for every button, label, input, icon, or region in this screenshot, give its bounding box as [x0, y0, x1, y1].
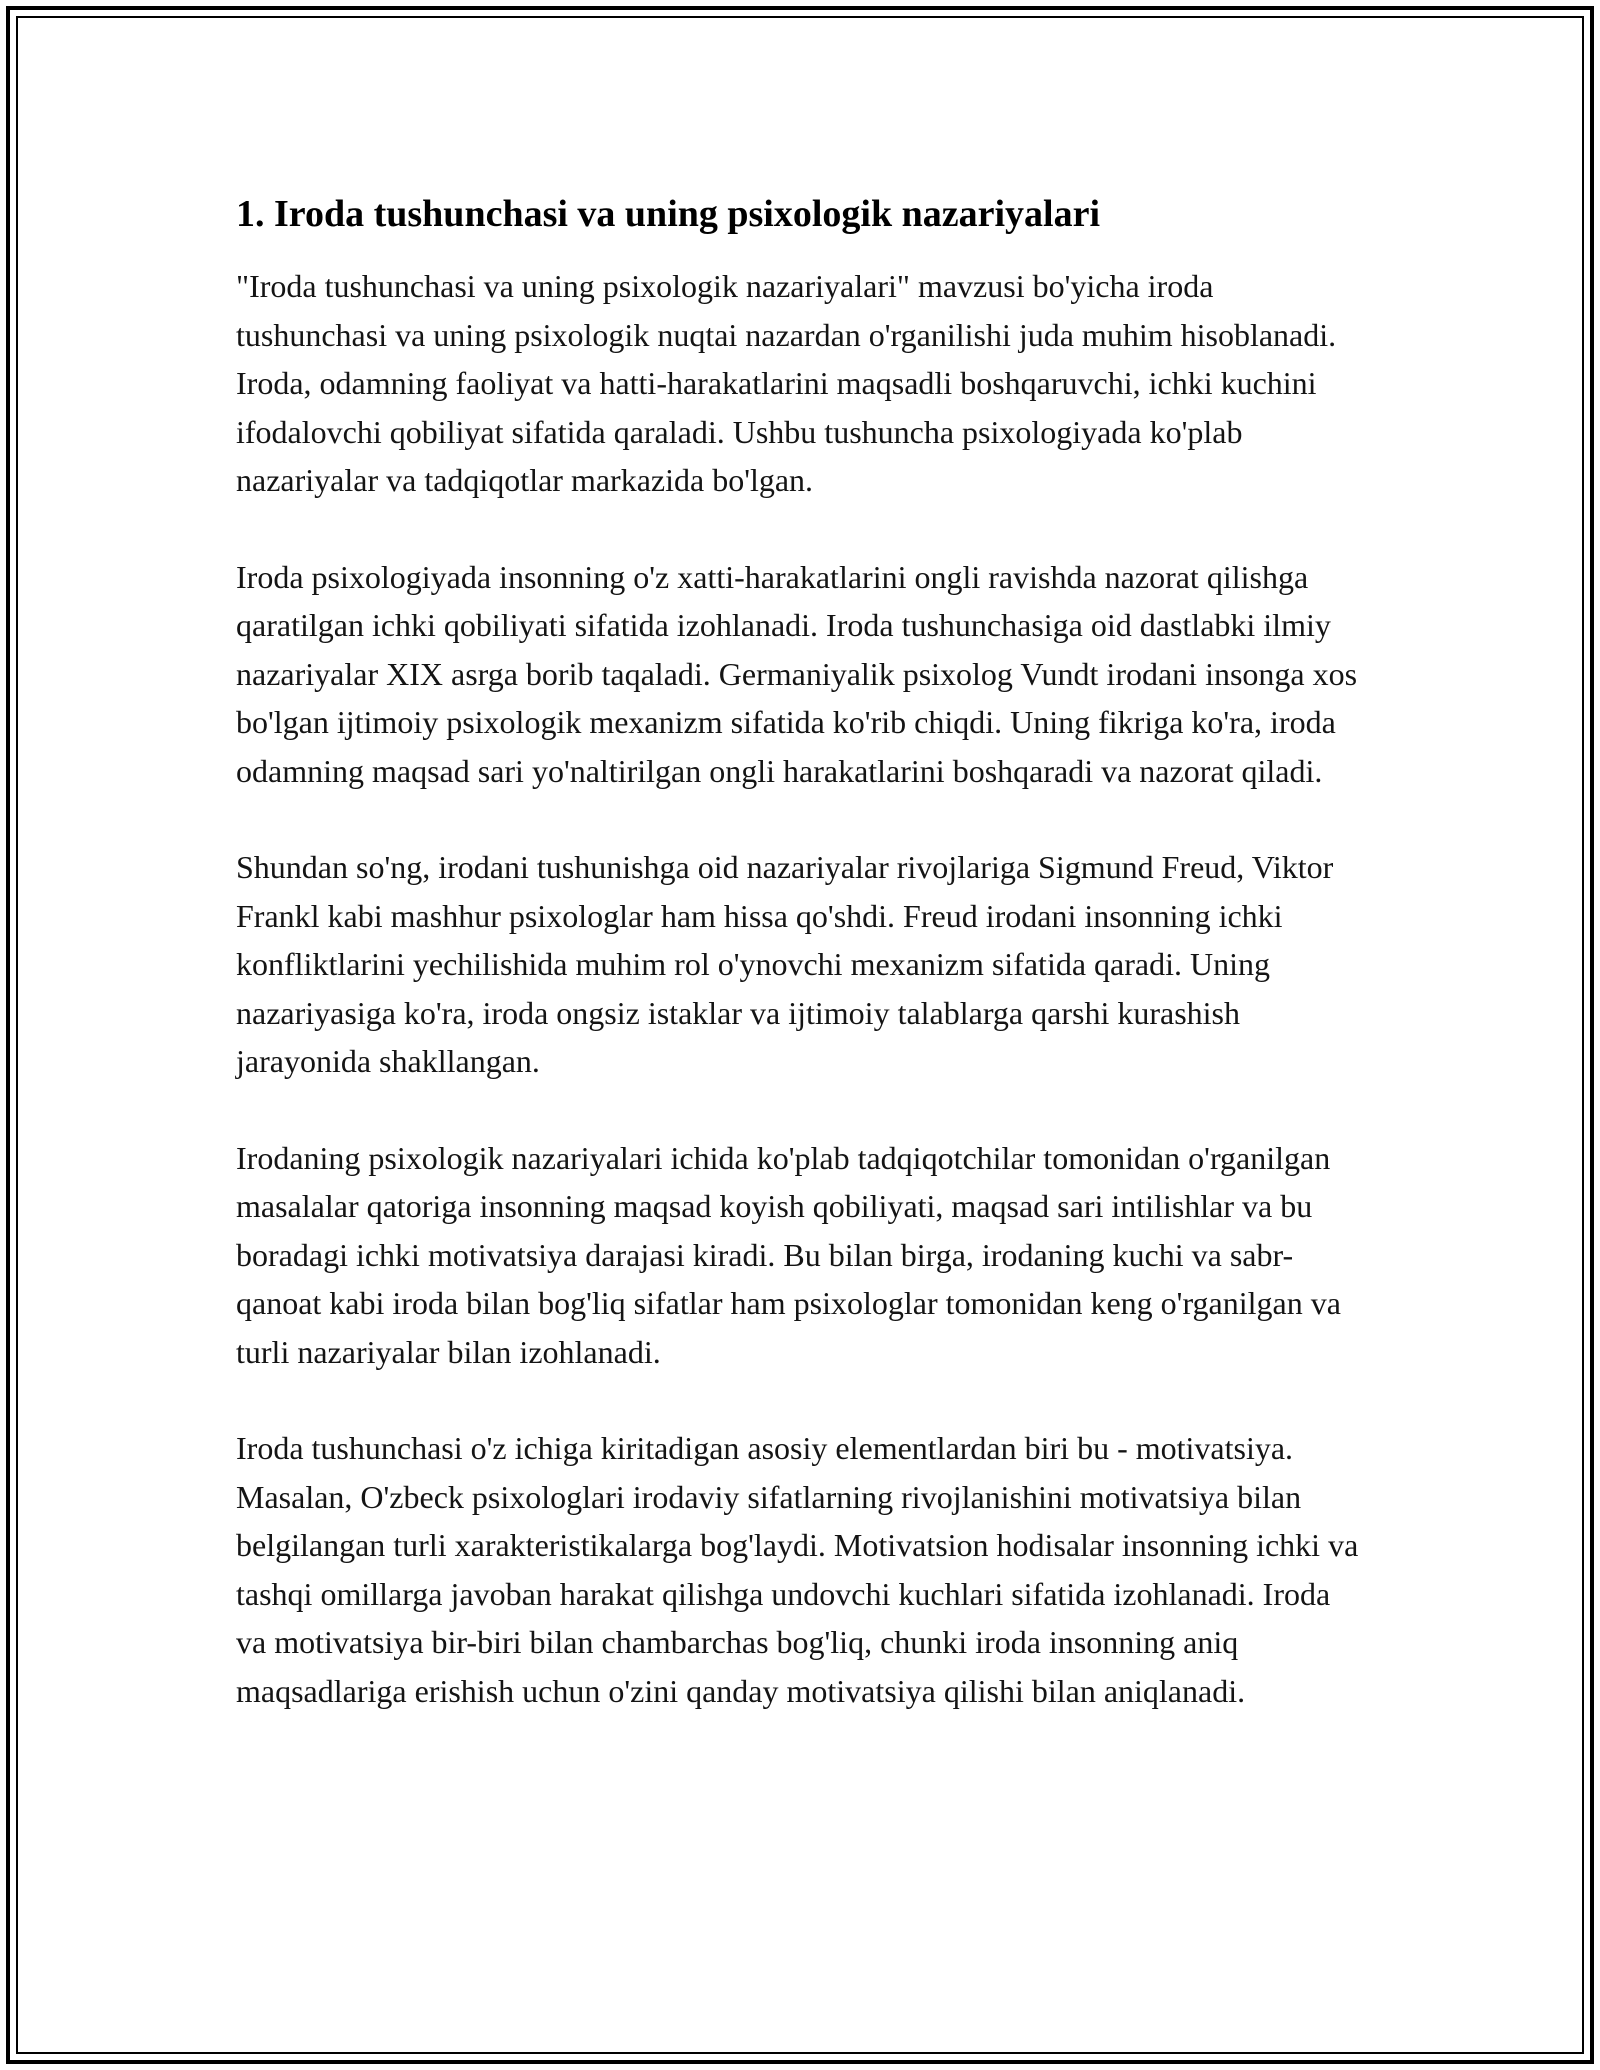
paragraph-5: Iroda tushunchasi o'z ichiga kiritadigan asosiy elementlardan biri bu - motivatsiya. Masalan, O'zbeck psixologlari irodaviy sifatlarning rivojlanishini motivatsiya bilan belgilangan turli xarakteristikalarga bog'laydi. Motivatsion hodisalar insonning ichki va tashqi omillarga javoban harakat qilishga undovchi kuchlari sifatida izohlanadi. Iroda va motivatsiya bir-biri bilan chambarchas bog'liq, chunki iroda insonning aniq maqsadlariga erishish uchun o'zini qanday motivatsiya qilishi bilan aniqlanadi. — [236, 1430, 1359, 1709]
paragraph-1: "Iroda tushunchasi va uning psixologik nazariyalari" mavzusi bo'yicha iroda tushunchasi va uning psixologik nuqtai nazardan o'rganilishi juda muhim hisoblanadi. Iroda, odamning faoliyat va hatti-harakatlarini maqsadli boshqaruvchi, ichki kuchini ifodalovchi qobiliyat sifatida qaraladi. Ushbu tushuncha psixologiyada ko'plab nazariyalar va tadqiqotlar markazida bo'lgan. — [236, 268, 1337, 498]
document-body — [236, 186, 1366, 1763]
paragraph-2: Iroda psixologiyada insonning o'z xatti-harakatlarini ongli ravishda nazorat qilishga qaratilgan ichki qobiliyati sifatida izohlanadi. Iroda tushunchasiga oid dastlabki ilmiy nazariyalar XIX asrga borib taqaladi. Germaniyalik psixolog Vundt irodani insonga xos bo'lgan ijtimoiy psixologik mexanizm sifatida ko'rib chiqdi. Uning fikriga ko'ra, iroda odamning maqsad sari yo'naltirilgan ongli harakatlarini boshqaradi va nazorat qiladi. — [236, 558, 1358, 789]
paragraph-4: Irodaning psixologik nazariyalari ichida ko'plab tadqiqotchilar tomonidan o'rganilgan masalalar qatoriga insonning maqsad koyish qobiliyati, maqsad sari intilishlar va bu boradagi ichki motivatsiya darajasi kiradi. Bu bilan birga, irodaning kuchi va sabr-qanoat kabi iroda bilan bog'liq sifatlar ham psixologlar tomonidan keng o'rganilgan va turli nazariyalar bilan izohlanadi. — [236, 1139, 1341, 1370]
section-heading: 1. Iroda tushunchasi va uning psixologik nazariyalari — [236, 193, 1101, 235]
paragraph-3: Shundan so'ng, irodani tushunishga oid nazariyalar rivojlariga Sigmund Freud, Viktor Frankl kabi mashhur psixologlar ham hissa qo'shdi. Freud irodani insonning ichki konfliktlarini yechilishida muhim rol o'ynovchi mexanizm sifatida qaradi. Uning nazariyasiga ko'ra, iroda ongsiz istaklar va ijtimoiy talablarga qarshi kurashish jarayonida shakllangan. — [236, 849, 1334, 1079]
